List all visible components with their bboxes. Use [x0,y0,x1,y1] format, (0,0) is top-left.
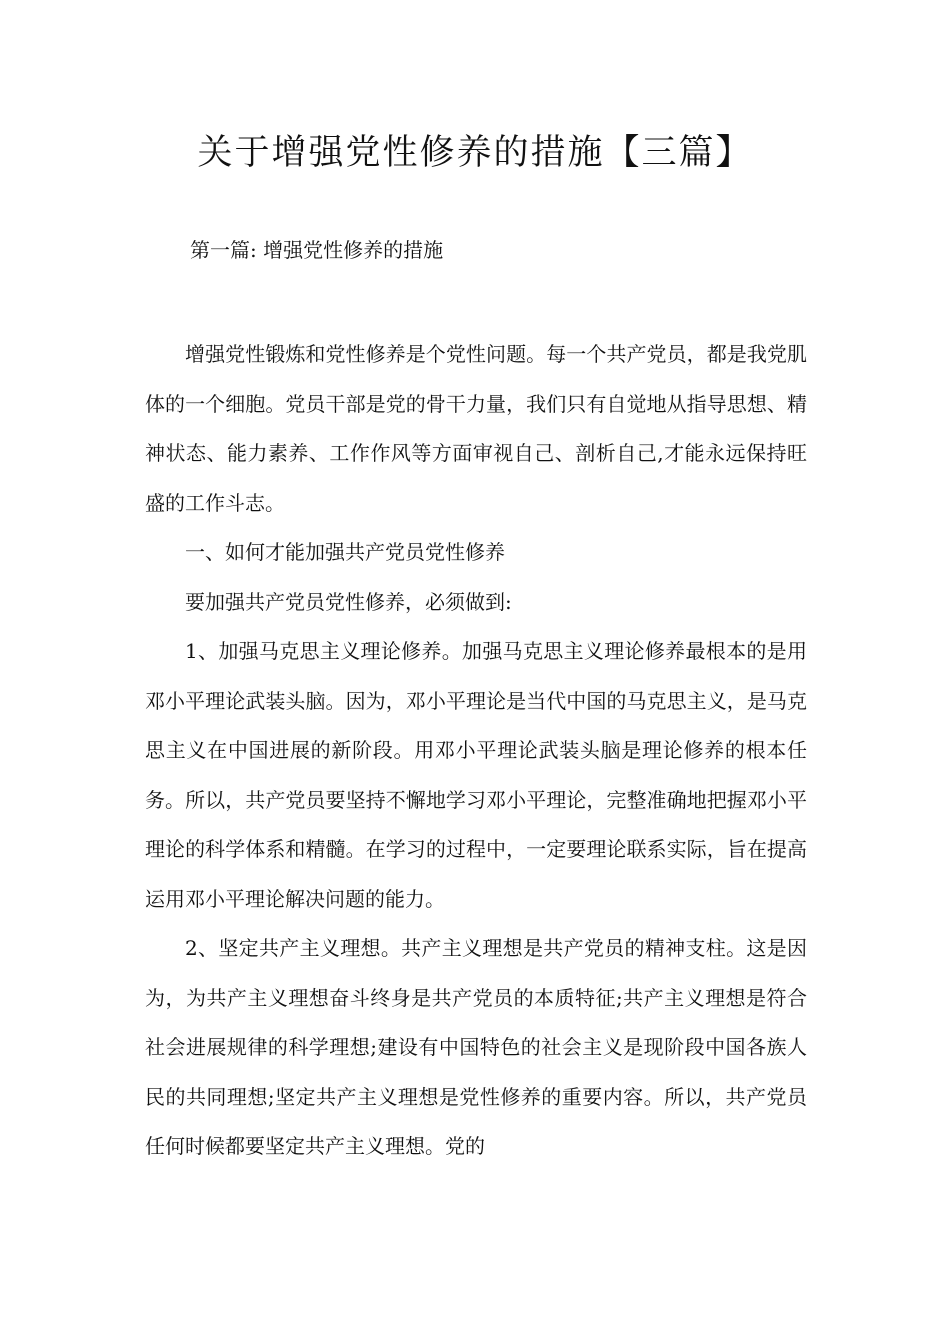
paragraph-lead: 要加强共产党员党性修养，必须做到: [185,589,512,614]
section-heading: 一、如何才能加强共产党员党性修养 [185,540,505,564]
document-body [145,330,807,1172]
paragraph-point-2: 2、坚定共产主义理想。共产主义理想是共产党员的精神支柱。这是因为，为共产主义理想奋斗终身是共产党员的本质特征;共产主义理想是符合社会进展规律的科学理想;建设有中国特色的社会主义是现阶段中国各族人民的共同理想;坚定共产主义理想是党性修养的重要内容。所以，共产党员任何时候都要坚定共产主义理想。党的 [145,936,807,1158]
paragraph-intro: 增强党性锻炼和党性修养是个党性问题。每一个共产党员，都是我党肌体的一个细胞。党员干部是党的骨干力量，我们只有自觉地从指导思想、精神状态、能力素养、工作作风等方面审视自己、剖析自己,才能永远保持旺盛的工作斗志。 [145,342,807,515]
document-title: 关于增强党性修养的措施【三篇】 [197,133,753,173]
paragraph-point-1: 1、加强马克思主义理论修养。加强马克思主义理论修养最根本的是用邓小平理论武装头脑。因为，邓小平理论是当代中国的马克思主义，是马克思主义在中国进展的新阶段。用邓小平理论武装头脑是理论修养的根本任务。所以，共产党员要坚持不懈地学习邓小平理论，完整准确地把握邓小平理论的科学体系和精髓。在学习的过程中，一定要理论联系实际，旨在提高运用邓小平理论解决问题的能力。 [145,639,807,911]
section-subtitle: 第一篇: 增强党性修养的措施 [190,238,444,262]
